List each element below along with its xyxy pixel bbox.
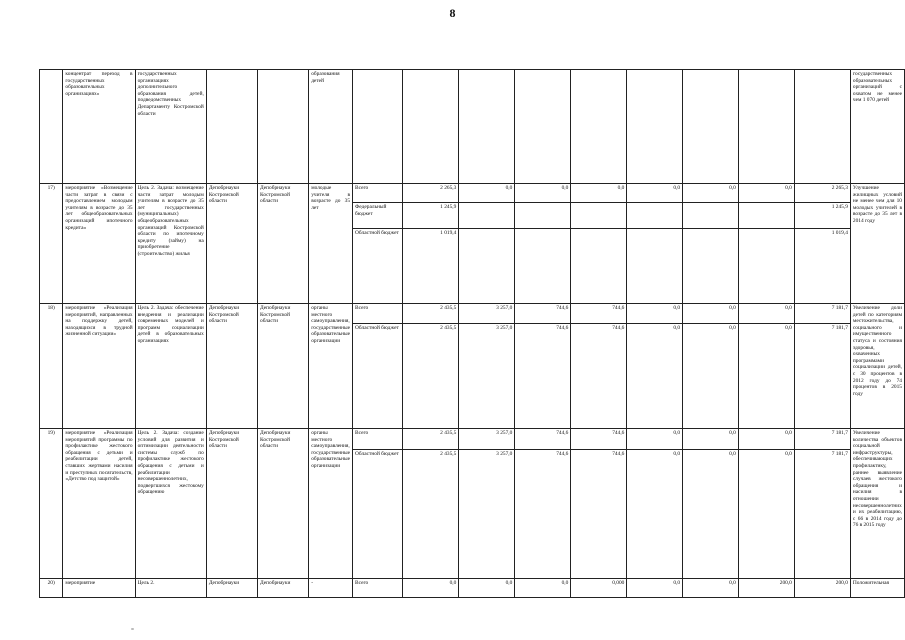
funding-value: 2 435,5	[403, 324, 459, 429]
funding-value	[515, 70, 571, 184]
funding-value: 2 435,5	[403, 429, 459, 450]
target-group: образования детей	[309, 70, 353, 184]
funding-source: Областной бюджет	[353, 324, 403, 429]
activity-name: мероприятие	[63, 579, 135, 598]
page-number: 8	[449, 6, 456, 20]
goal-task: Цель 2. Задача: возмещение части затрат молодым учителям в возрасте до 35 лет государственных (муниципальных) общеобразовательных организаций Костромской области по ипотечному кредиту (займу) на приобретение (строительство) жилья	[135, 184, 206, 304]
funding-value	[683, 70, 739, 184]
funding-value: 744,6	[515, 450, 571, 579]
funding-source: Всего	[353, 304, 403, 324]
row-number: 18)	[40, 304, 63, 429]
funding-value	[627, 229, 683, 304]
funding-value: 0,0	[627, 304, 683, 324]
responsible-executor	[206, 70, 257, 184]
funding-value: 2 265,3	[794, 184, 850, 203]
expected-result: Положительная	[850, 579, 904, 598]
table-row	[40, 304, 905, 324]
funding-value: 7 181,7	[794, 450, 850, 579]
responsible-executor: Депобрнауки Костромской области	[206, 304, 257, 429]
funding-value: 3 257,0	[459, 450, 515, 579]
co-executor	[258, 70, 309, 184]
funding-value	[571, 203, 627, 229]
funding-value: 2 265,3	[403, 184, 459, 203]
scan-speck	[131, 628, 134, 630]
funding-source: Всего	[353, 429, 403, 450]
funding-value: 744,6	[515, 429, 571, 450]
funding-value: 0,0	[459, 184, 515, 203]
funding-value: 0,0	[627, 429, 683, 450]
funding-value: 0,0	[683, 450, 739, 579]
expected-result: государственных образовательных организаций с охватом не менее чем 1 070 детей	[850, 70, 904, 184]
co-executor: Депобрнауки Костромской области	[258, 429, 309, 579]
funding-value: 3 257,0	[459, 429, 515, 450]
co-executor: Депобрнауки Костромской области	[258, 304, 309, 429]
funding-value: 7 181,7	[794, 304, 850, 324]
expected-result: Увеличение доли детей по категориям местожительства, социального и имущественного статуса и состояния здоровья, охваченных программами социализации детей, с 30 процентов в 2012 году до 74 процентов в 2015 году	[850, 304, 904, 429]
funding-value: 7 181,7	[794, 324, 850, 429]
funding-value: 0,0	[683, 429, 739, 450]
funding-source: Всего	[353, 184, 403, 203]
funding-value: 744,6	[571, 450, 627, 579]
target-group: молодые учителя в возрасте до 35 лет	[309, 184, 353, 304]
funding-value: 0,0	[683, 184, 739, 203]
funding-value: 0,0	[683, 579, 739, 598]
funding-value: 744,6	[571, 304, 627, 324]
funding-value: 0,0	[627, 324, 683, 429]
funding-value: 0,0	[403, 579, 459, 598]
funding-value	[571, 229, 627, 304]
funding-value: 0,0	[738, 184, 794, 203]
funding-value: 200,0	[794, 579, 850, 598]
funding-value: 0,0	[627, 579, 683, 598]
funding-source	[353, 70, 403, 184]
funding-value: 0,0	[738, 429, 794, 450]
target-group: органы местного самоуправления, государственные образовательные организации	[309, 304, 353, 429]
funding-value: 0,0	[627, 184, 683, 203]
funding-value: 1 245,9	[794, 203, 850, 229]
responsible-executor: Депобрнауки	[206, 579, 257, 598]
table-row	[40, 184, 905, 203]
target-group: -	[309, 579, 353, 598]
funding-value: 0,0	[683, 324, 739, 429]
expected-result: Увеличение количества объектов социальной инфраструктуры, обеспечивающих профилактику, раннее выявление случаев жестокого обращения и насилия в отношении несовершеннолетних и их реабилитацию, с 66 в 2014 году до 76 в 2015 году	[850, 429, 904, 579]
expected-result: Улучшение жилищных условий не менее чем для 10 молодых учителей в возрасте до 35 лет в 2014 году	[850, 184, 904, 304]
row-number: 17)	[40, 184, 63, 304]
funding-source: Федеральный бюджет	[353, 203, 403, 229]
row-number: 19)	[40, 429, 63, 579]
funding-value: 0,0	[459, 579, 515, 598]
row-number: 20)	[40, 579, 63, 598]
table-row	[40, 579, 905, 598]
funding-value: 3 257,0	[459, 304, 515, 324]
responsible-executor: Депобрнауки Костромской области	[206, 429, 257, 579]
funding-value: 7 181,7	[794, 429, 850, 450]
funding-value: 1 019,4	[794, 229, 850, 304]
funding-value: 0,0	[738, 324, 794, 429]
co-executor: Депобрнауки Костромской области	[258, 184, 309, 304]
funding-value	[794, 70, 850, 184]
table-row	[40, 429, 905, 450]
funding-value: 1 019,4	[403, 229, 459, 304]
funding-value	[738, 229, 794, 304]
funding-value	[683, 229, 739, 304]
funding-value	[627, 70, 683, 184]
goal-task: государственных организациях дополнительного образования детей, подведомственных Департаменту Костромской области	[135, 70, 206, 184]
funding-value: 0,0	[683, 304, 739, 324]
activity-name: мероприятие «Реализация мероприятий программы по профилактике жестокого обращения с детьми и реабилитации детей, ставших жертвами насилия и преступных посягательств, «Детство под защитой»	[63, 429, 135, 579]
funding-value: 744,6	[571, 324, 627, 429]
funding-value	[459, 229, 515, 304]
funding-value	[459, 70, 515, 184]
activity-name: концентрат переход в государственных образовательных организациях»	[63, 70, 135, 184]
funding-source: Областной бюджет	[353, 229, 403, 304]
goal-task: Цель 2. Задача: обеспечение внедрения и реализации современных моделей и программ социализации детей в образовательных организациях	[135, 304, 206, 429]
funding-value: 2 435,5	[403, 304, 459, 324]
funding-value: 1 245,9	[403, 203, 459, 229]
goal-task: Цель 2. Задача: создание условий для развития и оптимизации деятельности системы служб по профилактике жестокого обращения с детьми и реабилитации несовершеннолетних, подвергшихся жестокому обращению	[135, 429, 206, 579]
funding-value	[738, 70, 794, 184]
activity-name: мероприятие «Реализация мероприятий, направленных на поддержку детей, находящихся в трудной жизненной ситуации»	[63, 304, 135, 429]
funding-value	[459, 203, 515, 229]
funding-value: 0,0	[571, 184, 627, 203]
funding-value: 2 435,5	[403, 450, 459, 579]
goal-task: Цель 2.	[135, 579, 206, 598]
responsible-executor: Депобрнауки Костромской области	[206, 184, 257, 304]
funding-value: 200,0	[738, 579, 794, 598]
funding-value: 744,6	[571, 429, 627, 450]
target-group: органы местного самоуправления, государственные образовательные организации	[309, 429, 353, 579]
funding-value	[738, 203, 794, 229]
program-activities-table	[39, 69, 905, 598]
funding-value: 0,0	[738, 304, 794, 324]
activity-name: мероприятие «Возмещение части затрат в связи с предоставлением молодым учителям в возрасте до 35 лет общеобразовательных организаций ипотечного кредита»	[63, 184, 135, 304]
funding-value	[627, 203, 683, 229]
funding-value: 0,0	[515, 579, 571, 598]
funding-value: 744,6	[515, 304, 571, 324]
funding-value: 3 257,0	[459, 324, 515, 429]
funding-source: Областной бюджет	[353, 450, 403, 579]
funding-value: 744,6	[515, 324, 571, 429]
row-number	[40, 70, 63, 184]
funding-source: Всего	[353, 579, 403, 598]
funding-value: 0,0	[627, 450, 683, 579]
funding-value	[683, 203, 739, 229]
funding-value: 0,000	[571, 579, 627, 598]
funding-value: 0,0	[738, 450, 794, 579]
co-executor: Депобрнауки	[258, 579, 309, 598]
funding-value	[403, 70, 459, 184]
funding-value	[515, 229, 571, 304]
funding-value	[515, 203, 571, 229]
funding-value: 0,0	[515, 184, 571, 203]
table-row	[40, 70, 905, 184]
funding-value	[571, 70, 627, 184]
